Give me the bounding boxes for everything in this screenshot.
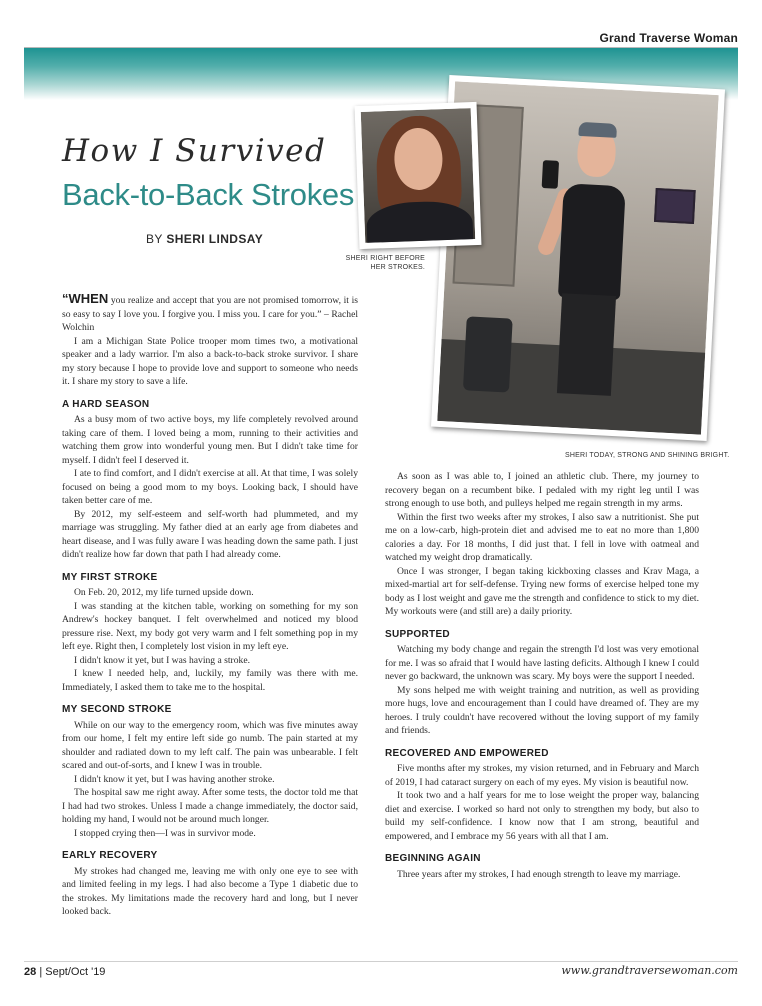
photo2-trash-bin <box>463 316 513 392</box>
paragraph: I didn't know it yet, but I was having a stroke. <box>74 654 250 666</box>
folio <box>24 966 105 978</box>
photo2-headband <box>578 122 617 138</box>
paragraph: I stopped crying then—I was in survivor mode. <box>74 827 256 839</box>
folio-separator: | <box>39 966 43 978</box>
section-heading: A HARD SEASON <box>62 398 150 410</box>
photo2-wall-poster <box>654 188 696 224</box>
paragraph: Watching my body change and regain the strength I'd lost was very emotional for me. I was so afraid that I would have lasting deficits. Although I knew I could never go backward, the unknown was scary. My boys were the support I needed. <box>385 644 699 682</box>
paragraph: It took two and a half years for me to lose weight the proper way, balancing diet and exercise. I worked so hard not only to strengthen my body, but also to build my self-confidence. I know now that I am strong, beautiful and empowered, and I embrace my 56 years with all that I am. <box>385 790 699 842</box>
photo2-tank-top <box>558 183 626 300</box>
paragraph: As a busy mom of two active boys, my life completely revolved around taking care of them. I loved being a mom, running to their activities and watching them grow into wonderful young men. But I didn't take time for myself. I didn't feel I deserved it. <box>62 414 358 466</box>
photo2-phone <box>542 160 559 189</box>
paragraph: Once I was stronger, I began taking kickboxing classes and Krav Maga, a mixed-martial art for self-defense. Trying new forms of exercise helped tone my body as I lost weight and gave me the strength and confidence to stick to my diet. My workouts were (and still are) a daily priority. <box>385 565 699 617</box>
paragraph: By 2012, my self-esteem and self-worth had plummeted, and my marriage was struggling. My father died at an early age from diabetes and heart disease, and I was fully aware I was heading down the same path. I just didn't realize how far down that path I had already come. <box>62 508 358 560</box>
section-heading: SUPPORTED <box>385 628 450 640</box>
byline <box>146 232 263 246</box>
website-url[interactable]: www.grandtraversewoman.com <box>561 964 738 977</box>
section-heading: MY SECOND STROKE <box>62 704 172 715</box>
section-heading: BEGINNING AGAIN <box>385 853 481 864</box>
section-heading: EARLY RECOVERY <box>62 850 158 861</box>
paragraph: The hospital saw me right away. After some tests, the doctor told me that I had had two strokes. Unless I made a change immediately, the doctor said, holding my hand, I would not be around much longer. <box>62 787 358 825</box>
lead-word: “WHEN <box>62 291 109 306</box>
photo-sheri-before <box>355 102 482 249</box>
paragraph: Three years after my strokes, I had enough strength to leave my marriage. <box>397 868 681 880</box>
article-title-script: How I Survived <box>62 133 327 169</box>
paragraph: As soon as I was able to, I joined an athletic club. There, my journey to recovery began on a recumbent bike. I pedaled with my right leg until I was strong enough to use both, and pulleys helped me regain strength in my arms. <box>385 471 699 509</box>
caption-before-photo: SHERI RIGHT BEFORE HER STROKES. <box>345 255 425 271</box>
paragraph: I ate to find comfort, and I didn't exercise at all. At that time, I was solely focused on being a good mom to my boys. Looking back, I should have taken better care of me. <box>62 468 358 506</box>
intro-paragraph <box>62 292 358 335</box>
photo2-leggings <box>557 293 616 396</box>
issue-date: Sept/Oct '19 <box>45 966 106 978</box>
paragraph: I knew I needed help, and, luckily, my family was there with me. Immediately, I asked them to take me to the hospital. <box>62 668 358 693</box>
article-title-main: Back-to-Back Strokes <box>62 177 355 212</box>
paragraph: Within the first two weeks after my strokes, I also saw a nutritionist. She put me on a low-carb, high-protein diet and advised me to eat no more than 1,800 calories a day. For 18 months, I did just that. I fell in love with oatmeal and watched my weight drop dramatically. <box>385 511 699 563</box>
page-number: 28 <box>24 966 37 978</box>
intro-text: you realize and accept that you are not promised tomorrow, it is so easy to say I love you. I forgive you. I miss you. I care for you.” – Rachel Wolchin <box>62 295 358 333</box>
paragraph: Five months after my strokes, my vision returned, and in February and March of 2019, I had cataract surgery on each of my eyes. My vision is beautiful now. <box>385 763 699 788</box>
section-heading: MY FIRST STROKE <box>62 571 158 583</box>
paragraph: My strokes had changed me, leaving me with only one eye to see with and limited feeling in my legs. I had also become a Type 1 diabetic due to the strokes. My limitations made the recovery hard and long, but I never looked back. <box>62 865 358 917</box>
photo2-woman <box>531 116 645 391</box>
footer-rule <box>24 961 738 962</box>
paragraph: While on our way to the emergency room, which was five minutes away from our home, I felt my entire left side go numb. The pain started at my shoulder and radiated down to my left calf. The pain was unbearable. I felt scared and out-of-sorts, and I knew I was in trouble. <box>62 719 358 771</box>
section-heading: RECOVERED AND EMPOWERED <box>385 747 549 759</box>
caption-today-photo: SHERI TODAY, STRONG AND SHINING BRIGHT. <box>565 452 730 459</box>
paragraph: I was standing at the kitchen table, working on something for my son Andrew's hockey banquet. I felt overwhelmed and noticed my blood pressure rise. Next, my body got very warm and I felt something pop in my left eye. Right then, I completely lost vision in my left eye. <box>62 600 358 652</box>
article-column-left <box>62 292 358 919</box>
paragraph: I didn't know it yet, but I was having another stroke. <box>74 773 275 785</box>
intro-paragraph-2: I am a Michigan State Police trooper mom times two, a motivational speaker and a lady warrior. I'm also a back-to-back stroke survivor. I share my story because I hope to provide love and support to someone who needs it. I share my story to save a life. <box>62 335 358 387</box>
author-name: SHERI LINDSAY <box>166 232 264 246</box>
publication-title: Grand Traverse Woman <box>599 31 738 45</box>
paragraph: My sons helped me with weight training and nutrition, as well as providing more hugs, love and encouragement than I could have dreamed of. They are my heroes. I truly couldn't have recovered without the loving support of my family and friends. <box>385 684 699 736</box>
byline-prefix: BY <box>146 232 163 246</box>
article-column-right <box>385 470 699 881</box>
paragraph: On Feb. 20, 2012, my life turned upside down. <box>74 587 254 598</box>
